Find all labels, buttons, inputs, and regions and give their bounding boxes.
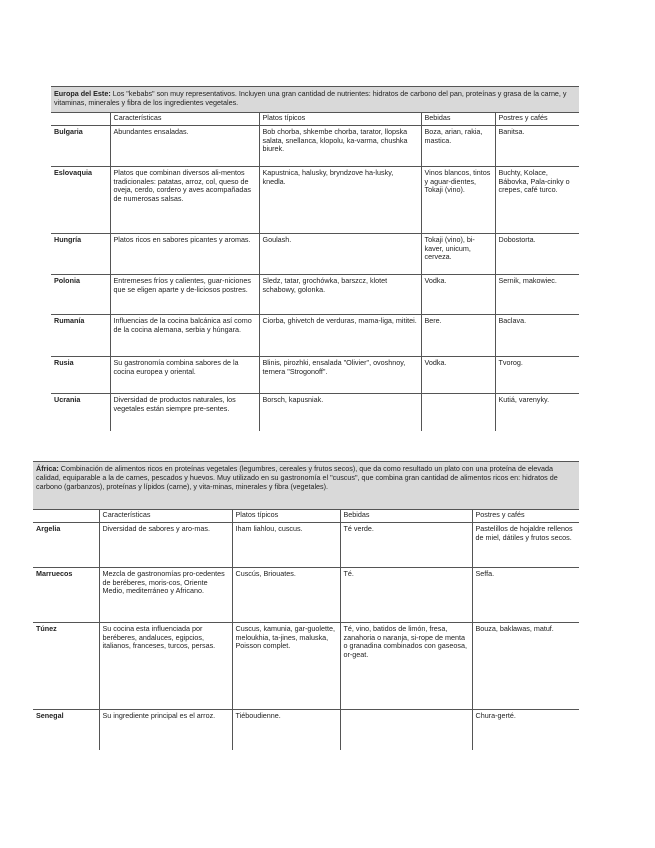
table-cell: Vinos blancos, tintos y aguar-dientes, Tokaji (vino). <box>421 167 495 234</box>
country-cell: Bulgaria <box>51 126 110 167</box>
africa-header-cell: Platos típicos <box>232 510 340 523</box>
country-cell: Marruecos <box>33 568 99 623</box>
table-cell: Té, vino, batidos de limón, fresa, zanahoria o naranja, si-rope de menta o granadina combinados con gaseosa, or-geat. <box>340 623 472 710</box>
country-cell: Rumanía <box>51 315 110 357</box>
table-cell <box>421 394 495 432</box>
africa-header-cell <box>33 510 99 523</box>
table-cell: Tokaji (vino), bi-kaver, unicum, cerveza. <box>421 234 495 275</box>
table-cell: Iham liahlou, cuscus. <box>232 523 340 568</box>
europe-header-row <box>51 113 579 126</box>
table-cell: Boza, arian, rakia, mastica. <box>421 126 495 167</box>
table-row <box>33 623 579 710</box>
table-cell: Borsch, kapusniak. <box>259 394 421 432</box>
country-cell: Senegal <box>33 710 99 751</box>
europe-region-label: Europa del Este: <box>54 89 111 98</box>
table-cell: Su ingrediente principal es el arroz. <box>99 710 232 751</box>
table-row <box>51 167 579 234</box>
table-cell: Platos ricos en sabores picantes y aromas. <box>110 234 259 275</box>
table-cell: Cuscús, Briouates. <box>232 568 340 623</box>
country-cell: Eslovaquia <box>51 167 110 234</box>
africa-section <box>33 461 579 750</box>
africa-intro <box>33 461 579 509</box>
table-cell: Goulash. <box>259 234 421 275</box>
table-cell: Su gastronomía combina sabores de la cocina europea y oriental. <box>110 357 259 394</box>
table-row <box>51 315 579 357</box>
table-cell: Té verde. <box>340 523 472 568</box>
africa-header-row <box>33 510 579 523</box>
table-cell: Abundantes ensaladas. <box>110 126 259 167</box>
table-cell: Sernik, makowiec. <box>495 275 579 315</box>
africa-header-cell: Características <box>99 510 232 523</box>
table-cell: Bere. <box>421 315 495 357</box>
table-row <box>51 357 579 394</box>
table-row <box>33 568 579 623</box>
africa-header-cell: Postres y cafés <box>472 510 579 523</box>
table-row <box>33 710 579 751</box>
country-cell: Rusia <box>51 357 110 394</box>
table-cell: Cuscus, kamunia, gar-guolette, meloukhia, ta-jines, maluska, Poisson complet. <box>232 623 340 710</box>
africa-header-cell: Bebidas <box>340 510 472 523</box>
table-cell: Kutiá, varenyky. <box>495 394 579 432</box>
table-cell: Vodka. <box>421 357 495 394</box>
table-row <box>33 523 579 568</box>
country-cell: Argelia <box>33 523 99 568</box>
table-cell: Diversidad de productos naturales, los vegetales están siempre pre-sentes. <box>110 394 259 432</box>
table-row <box>51 275 579 315</box>
table-cell: Diversidad de sabores y aro-mas. <box>99 523 232 568</box>
europe-intro <box>51 86 579 112</box>
table-cell <box>340 710 472 751</box>
table-cell: Entremeses fríos y calientes, guar-niciones que se eligen aparte y de-liciosos postres. <box>110 275 259 315</box>
table-cell: Bouza, baklawas, matuf. <box>472 623 579 710</box>
country-cell: Ucrania <box>51 394 110 432</box>
table-cell: Chura-gerté. <box>472 710 579 751</box>
table-cell: Seffa. <box>472 568 579 623</box>
country-cell: Túnez <box>33 623 99 710</box>
europe-header-cell: Postres y cafés <box>495 113 579 126</box>
table-cell: Pastelillos de hojaldre rellenos de miel, dátiles y frutos secos. <box>472 523 579 568</box>
table-cell: Blinis, pirozhki, ensalada "Olivier", ovoshnoy, ternera "Strogonoff". <box>259 357 421 394</box>
europe-header-cell: Características <box>110 113 259 126</box>
table-cell: Platos que combinan diversos ali-mentos tradicionales: patatas, arroz, col, queso de oveja, cerdo, cordero y aves acompañadas de numerosas salsas. <box>110 167 259 234</box>
europe-header-cell: Bebidas <box>421 113 495 126</box>
europe-section <box>51 86 579 431</box>
table-cell: Sledz, tatar, grochówka, barszcz, klotet schabowy, golonka. <box>259 275 421 315</box>
table-cell: Ciorba, ghivetch de verduras, mama-liga, mititei. <box>259 315 421 357</box>
table-cell: Dobostorta. <box>495 234 579 275</box>
table-cell: Vodka. <box>421 275 495 315</box>
africa-region-label: África: <box>36 464 59 473</box>
table-row <box>51 234 579 275</box>
table-cell: Influencias de la cocina balcánica así como de la cocina alemana, serbia y húngara. <box>110 315 259 357</box>
table-row <box>51 126 579 167</box>
table-cell: Su cocina esta influenciada por beréberes, andaluces, egipcios, italianos, franceses, turcos, persas. <box>99 623 232 710</box>
table-cell: Tiéboudienne. <box>232 710 340 751</box>
table-cell: Bob chorba, shkembe chorba, tarator, llopska salata, snellanca, klopolu, ka-varma, chushka biurek. <box>259 126 421 167</box>
africa-table <box>33 509 579 750</box>
country-cell: Hungría <box>51 234 110 275</box>
table-row <box>51 394 579 432</box>
table-cell: Baclava. <box>495 315 579 357</box>
table-cell: Té. <box>340 568 472 623</box>
europe-intro-text: Los "kebabs" son muy representativos. Incluyen una gran cantidad de nutrientes: hidratos de carbono del pan, proteínas y grasa de la carne, y vitaminas, minerales y fibra de los ingredientes vegetales. <box>54 89 567 107</box>
europe-header-cell <box>51 113 110 126</box>
table-cell: Kapustnica, halusky, bryndzove ha-lusky, knedla. <box>259 167 421 234</box>
table-cell: Buchty, Kolace, Bábovka, Pala-cinky o crepes, café turco. <box>495 167 579 234</box>
europe-table <box>51 112 579 431</box>
table-cell: Tvorog. <box>495 357 579 394</box>
table-cell: Mezcla de gastronomías pro-cedentes de beréberes, moris-cos, Oriente Medio, mediterráneo y Africano. <box>99 568 232 623</box>
africa-intro-text: Combinación de alimentos ricos en proteínas vegetales (legumbres, cereales y frutos secos), que da como resultado un plato con una proteína de elevada calidad, equiparable a la de carnes, pescados y huevos. Muy utilizado en su gastronomía el "cuscus", que combina gran cantidad de alimentos ricos en: hidratos de carbono (garbanzos), proteínas y lípidos (carne), y vita-minas, minerales y fibra (vegetales). <box>36 464 558 491</box>
country-cell: Polonia <box>51 275 110 315</box>
europe-header-cell: Platos típicos <box>259 113 421 126</box>
table-cell: Banitsa. <box>495 126 579 167</box>
